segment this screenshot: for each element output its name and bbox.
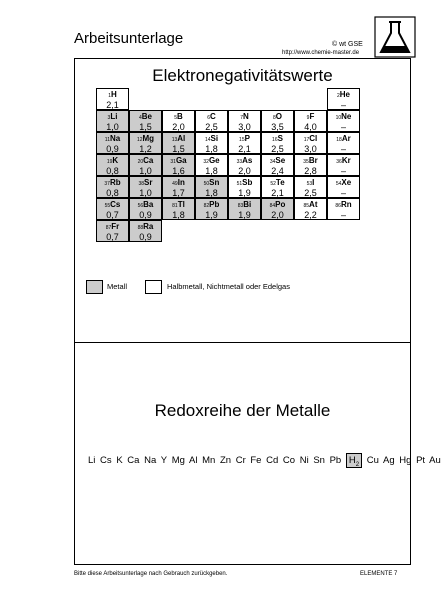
electronegativity-value: – [340, 122, 346, 132]
element-cell-p [228, 132, 261, 154]
atomic-number: 37 [104, 181, 110, 187]
element-symbol: Ra [143, 222, 154, 231]
element-symbol: In [177, 178, 185, 187]
redox-metal: Cs [100, 455, 112, 466]
atomic-number: 31 [170, 159, 176, 165]
electronegativity-value: 1,8 [205, 166, 218, 176]
element-cell-b [162, 110, 195, 132]
atomic-number: 50 [203, 181, 210, 187]
electronegativity-value: 3,0 [238, 122, 251, 132]
electronegativity-value: 0,9 [106, 144, 119, 154]
element-cell-sr [129, 176, 162, 198]
element-cell-ar [327, 132, 360, 154]
element-cell-se [261, 154, 294, 176]
hydrogen-subscript: 2 [355, 461, 360, 468]
atomic-number: 13 [171, 137, 178, 143]
element-cell-h [96, 88, 129, 110]
atomic-number: 1 [108, 93, 111, 99]
element-symbol: Te [275, 178, 285, 187]
element-symbol: Ne [341, 112, 352, 121]
atomic-number: 33 [236, 159, 243, 165]
redox-metal: Co [282, 455, 296, 466]
element-symbol: Bi [243, 200, 252, 209]
atomic-number: 20 [137, 159, 144, 165]
atomic-number: 86 [335, 203, 341, 209]
redox-metal: Mn [202, 455, 216, 466]
element-cell-at [294, 198, 327, 220]
element-cell-te [261, 176, 294, 198]
electronegativity-value: 0,9 [139, 232, 152, 242]
electronegativity-value: 1,2 [139, 144, 152, 154]
electronegativity-value: – [340, 144, 346, 154]
element-cell-po [261, 198, 294, 220]
electronegativity-value: 2,5 [271, 144, 284, 154]
element-symbol: Si [210, 134, 219, 143]
element-symbol: H [111, 90, 117, 99]
electronegativity-value: 2,1 [238, 144, 251, 154]
electronegativity-value: 3,5 [271, 122, 284, 132]
element-cell-sb [228, 176, 261, 198]
element-symbol: At [309, 200, 318, 209]
element-symbol: Be [141, 112, 152, 121]
electronegativity-value: 1,0 [106, 122, 119, 132]
element-symbol: Fr [111, 222, 120, 231]
element-symbol: Rb [109, 178, 121, 187]
page-header-title: Arbeitsunterlage [74, 30, 184, 47]
electronegativity-value: 2,0 [172, 122, 185, 132]
atomic-number: 87 [105, 225, 112, 231]
electronegativity-value: 2,0 [271, 210, 284, 220]
copyright-text: © wt GSE [332, 41, 363, 48]
legend-metal-swatch [86, 280, 103, 294]
element-symbol: Ar [341, 134, 351, 143]
element-cell-o [261, 110, 294, 132]
redox-metal: Al [189, 455, 198, 466]
element-symbol: Pb [209, 200, 220, 209]
element-cell-al [162, 132, 195, 154]
atomic-number: 53 [306, 181, 313, 187]
atomic-number: 18 [336, 137, 342, 143]
electronegativity-value: – [340, 166, 346, 176]
electronegativity-value: 0,9 [139, 210, 152, 220]
atomic-number: 84 [269, 203, 276, 209]
electronegativity-value: 2,1 [106, 100, 119, 110]
atomic-number: 32 [203, 159, 209, 165]
atomic-number: 14 [204, 137, 211, 143]
atomic-number: 3 [107, 115, 111, 121]
element-cell-c [195, 110, 228, 132]
atomic-number: 5 [174, 115, 177, 121]
electronegativity-value: 0,8 [106, 166, 119, 176]
element-cell-xe [327, 176, 360, 198]
element-cell-li [96, 110, 129, 132]
atomic-number: 7 [240, 115, 243, 121]
element-symbol: As [242, 156, 253, 165]
electronegativity-value: 1,8 [205, 144, 218, 154]
element-cell-ba [129, 198, 162, 220]
element-symbol: Cs [110, 200, 121, 209]
electronegativity-value: 1,8 [205, 188, 218, 198]
element-cell-be [129, 110, 162, 132]
element-symbol: K [112, 156, 119, 165]
element-symbol: He [339, 90, 350, 99]
element-symbol: Sr [144, 178, 153, 187]
atomic-number: 52 [270, 181, 276, 187]
redox-metal: Ni [299, 455, 309, 466]
redox-metal: K [116, 455, 123, 466]
electronegativity-value: 1,5 [172, 144, 185, 154]
footer-note: Bitte diese Arbeitsunterlage nach Gebrauch zurückgeben. [74, 571, 228, 577]
element-symbol: Rn [340, 200, 352, 209]
electronegativity-value: 1,8 [172, 210, 185, 220]
element-cell-ga [162, 154, 195, 176]
electronegativity-value: 3,0 [304, 144, 317, 154]
atomic-number: 51 [236, 181, 243, 187]
element-cell-fr [96, 220, 129, 242]
electronegativity-value: 1,5 [139, 122, 152, 132]
electronegativity-title: Elektronegativitätswerte [152, 66, 333, 85]
element-symbol: Ca [143, 156, 154, 165]
electronegativity-value: 0,8 [106, 188, 119, 198]
redox-series [88, 455, 443, 468]
atomic-number: 54 [335, 181, 342, 187]
atomic-number: 2 [336, 93, 340, 99]
electronegativity-value: – [340, 100, 346, 110]
atomic-number: 10 [335, 115, 342, 121]
electronegativity-value: 1,9 [238, 210, 251, 220]
element-cell-ge [195, 154, 228, 176]
element-symbol: B [177, 112, 183, 121]
element-symbol: P [244, 134, 250, 143]
electronegativity-value: 2,2 [304, 210, 317, 220]
electronegativity-value: 2,0 [238, 166, 251, 176]
atomic-number: 35 [303, 159, 309, 165]
electronegativity-value: 1,9 [205, 210, 218, 220]
element-symbol: F [309, 112, 315, 121]
electronegativity-value: 4,0 [304, 122, 317, 132]
element-symbol: Ge [208, 156, 220, 165]
element-cell-in [162, 176, 195, 198]
element-cell-bi [228, 198, 261, 220]
electronegativity-value: 2,8 [304, 166, 317, 176]
atomic-number: 9 [306, 115, 310, 121]
element-symbol: Xe [341, 178, 352, 187]
electronegativity-value: – [340, 210, 346, 220]
electronegativity-value: 2,1 [271, 188, 284, 198]
element-cell-k [96, 154, 129, 176]
electronegativity-value: 2,4 [271, 166, 284, 176]
redox-metal: Cr [235, 455, 246, 466]
electronegativity-value: 1,0 [139, 188, 152, 198]
redox-metal: Cd [266, 455, 279, 466]
element-cell-i [294, 176, 327, 198]
redox-metal: Na [144, 455, 157, 466]
element-symbol: Po [275, 200, 286, 209]
element-cell-rb [96, 176, 129, 198]
element-symbol: C [210, 112, 216, 121]
redox-metal: Hg [399, 455, 412, 466]
atomic-number: 34 [269, 159, 276, 165]
redox-metal: Au [429, 455, 441, 466]
electronegativity-value: 2,5 [304, 188, 317, 198]
legend-other-swatch [145, 280, 162, 294]
element-cell-pb [195, 198, 228, 220]
redox-metal: Pb [329, 455, 342, 466]
website-url: http://www.chemie-master.de [282, 50, 360, 56]
element-cell-si [195, 132, 228, 154]
atomic-number: 17 [303, 137, 310, 143]
element-cell-he [327, 88, 360, 110]
element-symbol: Sb [242, 178, 253, 187]
footer-page-label: ELEMENTE 7 [360, 571, 398, 577]
element-cell-cs [96, 198, 129, 220]
element-symbol: Ba [143, 200, 154, 209]
element-symbol: Br [308, 156, 318, 165]
atomic-number: 88 [137, 225, 144, 231]
atomic-number: 49 [172, 181, 178, 187]
electronegativity-value: 2,5 [205, 122, 218, 132]
element-symbol: Al [177, 134, 186, 143]
redox-metal: Pt [416, 455, 426, 466]
element-symbol: N [243, 112, 249, 121]
element-cell-tl [162, 198, 195, 220]
element-cell-kr [327, 154, 360, 176]
element-symbol: Se [275, 156, 286, 165]
redox-metal: Ca [127, 455, 140, 466]
atomic-number: 56 [137, 203, 144, 209]
atomic-number: 82 [203, 203, 210, 209]
element-cell-ne [327, 110, 360, 132]
electronegativity-value: 0,7 [106, 210, 119, 220]
element-cell-f [294, 110, 327, 132]
atomic-number: 15 [239, 137, 245, 143]
electronegativity-value: 1,9 [238, 188, 251, 198]
atomic-number: 38 [138, 181, 145, 187]
flask-icon [374, 16, 416, 58]
atomic-number: 11 [104, 137, 110, 143]
electronegativity-value: – [340, 188, 346, 198]
atomic-number: 6 [207, 115, 210, 121]
atomic-number: 12 [136, 137, 143, 143]
atomic-number: 4 [138, 115, 142, 121]
redox-series-title: Redoxreihe der Metalle [154, 401, 331, 420]
redox-metal: Zn [219, 455, 232, 466]
redox-metal: Y [160, 455, 168, 466]
redox-hydrogen-highlight: $H_2$ [346, 453, 362, 468]
element-symbol: Kr [341, 156, 351, 165]
element-symbol: Sn [209, 178, 220, 187]
element-cell-s [261, 132, 294, 154]
redox-metal: Ag [383, 455, 395, 466]
atomic-number: 36 [336, 159, 342, 165]
element-cell-ca [129, 154, 162, 176]
redox-metal: Fe [250, 455, 262, 466]
element-cell-ra [129, 220, 162, 242]
element-cell-rn [327, 198, 360, 220]
element-symbol: Mg [142, 134, 155, 143]
atomic-number: 19 [106, 159, 113, 165]
element-symbol: Li [110, 112, 118, 121]
section-divider [74, 342, 411, 343]
redox-metal: Cu [366, 455, 379, 466]
redox-metal: Mg [171, 455, 185, 466]
atomic-number: 55 [104, 203, 111, 209]
atomic-number: 83 [237, 203, 244, 209]
element-symbol: Na [109, 134, 121, 143]
atomic-number: 16 [272, 137, 278, 143]
element-symbol: S [277, 134, 283, 143]
electronegativity-value: 1,0 [139, 166, 152, 176]
element-symbol: Ga [175, 156, 187, 165]
electronegativity-value: 1,6 [172, 166, 185, 176]
redox-metal: Li [88, 455, 96, 466]
legend-other-label: Halbmetall, Nichtmetall oder Edelgas [167, 282, 290, 291]
electronegativity-value: 1,7 [172, 188, 185, 198]
redox-metal: Sn [313, 455, 325, 466]
element-symbol: Cl [309, 134, 318, 143]
element-symbol: Tl [177, 200, 185, 209]
element-cell-br [294, 154, 327, 176]
atomic-number: 85 [303, 203, 310, 209]
electronegativity-value: 0,7 [106, 232, 119, 242]
element-cell-sn [195, 176, 228, 198]
element-cell-na [96, 132, 129, 154]
atomic-number: 81 [172, 203, 178, 209]
element-cell-n [228, 110, 261, 132]
element-cell-cl [294, 132, 327, 154]
element-symbol: I [312, 178, 315, 187]
element-symbol: O [275, 112, 282, 121]
atomic-number: 8 [272, 115, 276, 121]
legend-metal-label: Metall [107, 282, 128, 291]
element-cell-as [228, 154, 261, 176]
element-cell-mg [129, 132, 162, 154]
